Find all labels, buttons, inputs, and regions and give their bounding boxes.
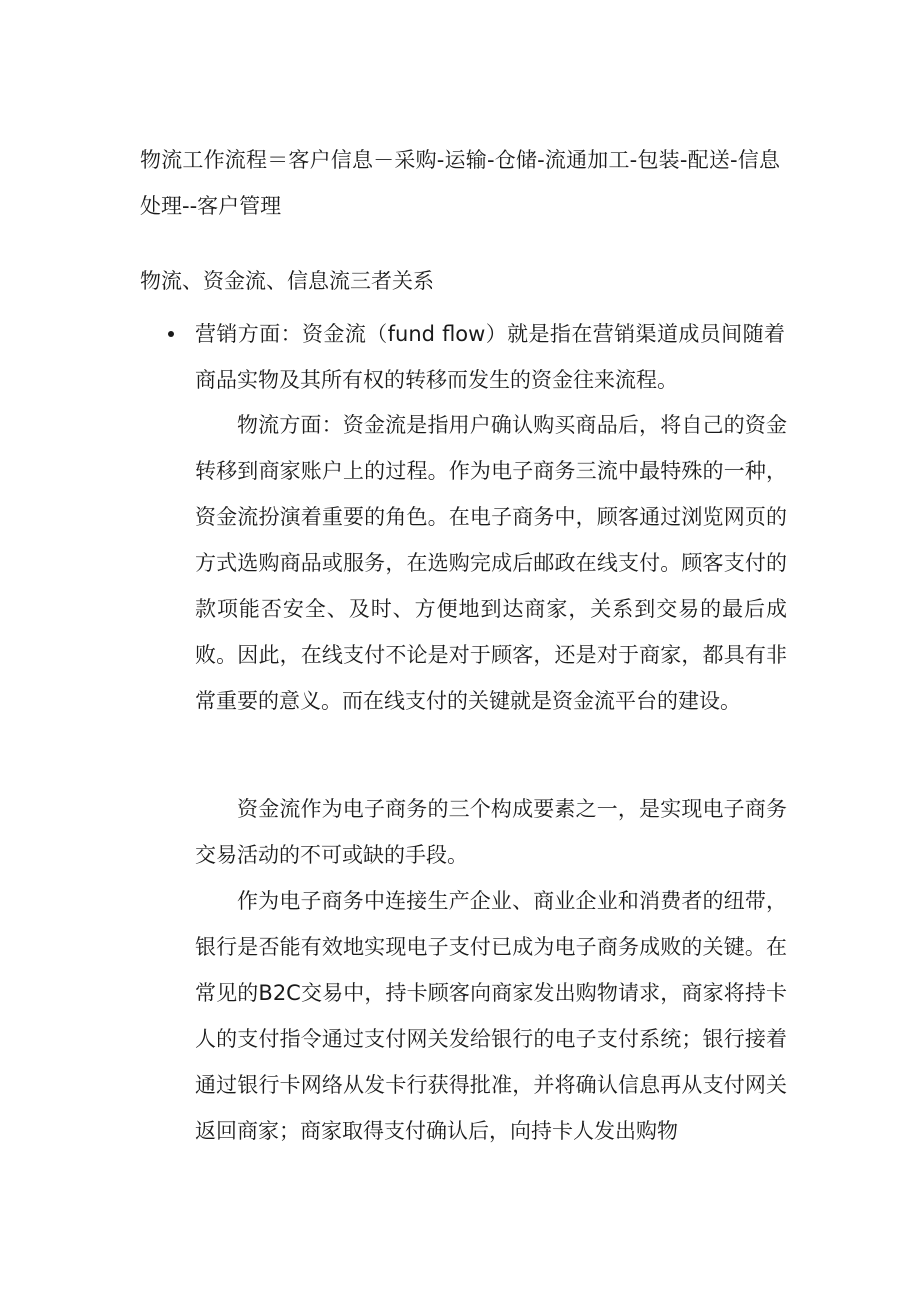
marketing-paragraph: 营销方面：资金流（fund flow）就是指在营销渠道成员间随着商品实物及其所有权的转移而发生的资金往来流程。 (195, 322, 785, 392)
bullet-dot-icon (168, 331, 174, 337)
relationship-heading: 物流、资金流、信息流三者关系 (140, 269, 434, 293)
workflow-heading: 物流工作流程＝客户信息－采购-运输-仓储-流通加工-包装-配送-信息处理--客户管理 (140, 148, 780, 218)
capital-flow-element-paragraph: 资金流作为电子商务的三个构成要素之一，是实现电子商务交易活动的不可或缺的手段。 (195, 797, 787, 867)
bullet-list-item (165, 311, 785, 403)
bank-payment-paragraph: 作为电子商务中连接生产企业、商业企业和消费者的纽带，银行是否能有效地实现电子支付已成为电子商务成败的关键。在常见的B2C交易中，持卡顾客向商家发出购物请求，商家将持卡人的支付指令通过支付网关发给银行的电子支付系统；银行接着通过银行卡网络从发卡行获得批准，并将确认信息再从支付网关返回商家；商家取得支付确认后，向持卡人发出购物 (195, 889, 787, 1143)
logistics-paragraph: 物流方面：资金流是指用户确认购买商品后，将自己的资金转移到商家账户上的过程。作为电子商务三流中最特殊的一种，资金流扮演着重要的角色。在电子商务中，顾客通过浏览网页的方式选购商品或服务，在选购完成后邮政在线支付。顾客支付的款项能否安全、及时、方便地到达商家，关系到交易的最后成败。因此，在线支付不论是对于顾客，还是对于商家，都具有非常重要的意义。而在线支付的关键就是资金流平台的建设。 (195, 413, 787, 713)
